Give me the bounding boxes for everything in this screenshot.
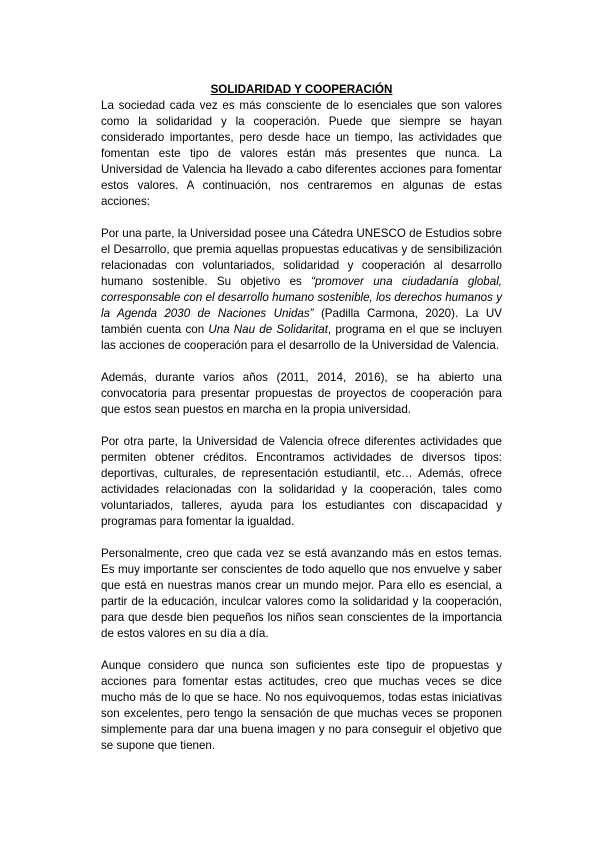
paragraph-unesco-text-b: (Padilla Carmona, 2020). La UV también cuenta con xyxy=(101,307,502,336)
paragraph-intro: La sociedad cada vez es más consciente de lo esenciales que son valores como la solidaridad y la cooperación. Puede que siempre se hayan considerado importantes, pero desde hace un tiempo, las actividades que fomentan este tipo de valores están más presentes que nunca. La Universidad de Valencia ha llevado a cabo diferentes acciones para fomentar estos valores. A continuación, nos centraremos en algunas de estas acciones: xyxy=(101,99,502,208)
paragraph-unesco-text-c: , programa en el que se incluyen las acciones de cooperación para el desarrollo de la Universidad de Valencia. xyxy=(101,323,502,352)
document-page xyxy=(101,82,502,770)
paragraph-call-for-projects: Además, durante varios años (2011, 2014, 2016), se ha abierto una convocatoria para presentar propuestas de proyectos de cooperación para que estos sean puestos en marcha en la propia universidad. xyxy=(101,371,502,416)
paragraph-conclusion: Aunque considero que nunca son suficientes este tipo de propuestas y acciones para fomentar estas actitudes, creo que muchas veces se dice mucho más de lo que se hace. No nos equivoquemos, todas estas iniciativas son excelentes, pero tengo la sensación de que muchas veces se proponen simplemente para dar una buena imagen y no para conseguir el objetivo que se supone que tienen. xyxy=(101,659,502,752)
paragraph-unesco-chair xyxy=(101,226,502,354)
paragraph-personal-opinion: Personalmente, creo que cada vez se está avanzando más en estos temas. Es muy importante ser conscientes de todo aquello que nos envuelve y saber que está en nuestras manos crear un mundo mejor. Para ello es esencial, a partir de la educación, inculcar valores como la solidaridad y la cooperación, para que desde bien pequeños los niños sean conscientes de la importancia de estos valores en su día a día. xyxy=(101,547,502,640)
paragraph-unesco-program: Una Nau de Solidaritat xyxy=(208,323,328,336)
paragraph-credit-activities: Por otra parte, la Universidad de Valencia ofrece diferentes actividades que permiten obtener créditos. Encontramos actividades de diversos tipos: deportivas, culturales, de representación estudiantil, etc… Además, ofrece actividades relacionadas con la solidaridad y la cooperación, tales como voluntariados, talleres, ayuda para los estudiantes con discapacidad y programas para fomentar la igualdad. xyxy=(101,435,502,528)
paragraph-unesco-quote: “promover una ciudadanía global, corresponsable con el desarrollo humano sostenible, los derechos humanos y la Agenda 2030 de Naciones Unidas” xyxy=(101,275,502,320)
paragraph-unesco-text-a: Por una parte, la Universidad posee una Cátedra UNESCO de Estudios sobre el Desarrollo, que premia aquellas propuestas educativas y de sensibilización relacionadas con voluntariados, solidaridad y cooperación al desarrollo humano sostenible. Su objetivo es xyxy=(101,227,502,288)
document-title: SOLIDARIDAD Y COOPERACIÓN xyxy=(210,83,393,96)
